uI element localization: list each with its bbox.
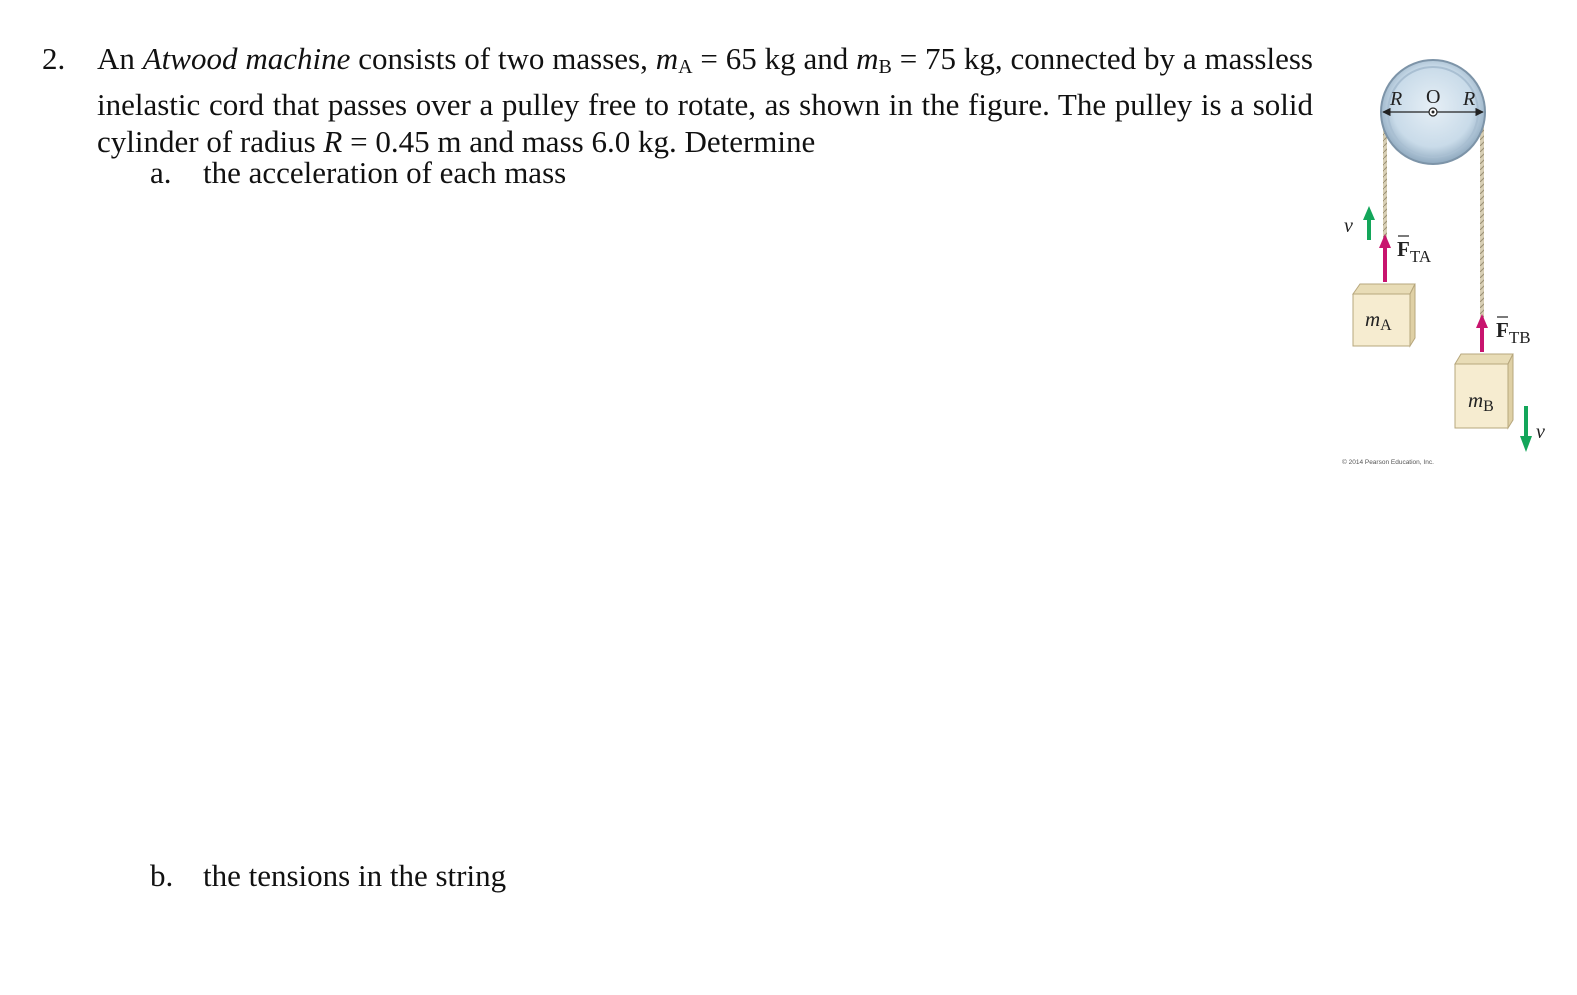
tension-a-label: $F_{TA}$	[1397, 237, 1432, 266]
box-a-top	[1353, 284, 1415, 294]
velocity-b-arrowhead	[1520, 436, 1532, 452]
velocity-a-arrowhead	[1363, 206, 1375, 220]
mass-b-value: = 75 kg, connected by a massless inelastic cord that passes over a pulley free to rotate, as shown in the figure. The pulley is a solid cylinder of radius	[97, 41, 1313, 159]
term-atwood-machine: Atwood machine	[142, 41, 351, 76]
box-a-side	[1410, 284, 1415, 346]
velocity-a-label: v	[1344, 215, 1353, 237]
tension-b-label: $F_{TB}$	[1496, 318, 1531, 347]
axle-center	[1432, 111, 1435, 114]
part-b-text: the tensions in the string	[203, 858, 507, 893]
part-b-label: b.	[150, 858, 174, 893]
part-a-text: the acceleration of each mass	[203, 155, 567, 190]
mass-b-symbol: m	[856, 41, 879, 76]
radius-label-left: R	[1390, 88, 1403, 110]
radius-symbol: R	[323, 124, 343, 159]
stem-text-1: An	[97, 41, 143, 76]
copyright-credit: © 2014 Pearson Education, Inc.	[1342, 459, 1434, 466]
problem-statement	[97, 40, 1313, 160]
radius-label-right: R	[1463, 88, 1476, 110]
mass-a-symbol: m	[655, 41, 679, 76]
center-label-o: O	[1426, 86, 1441, 108]
velocity-b-label: v	[1536, 421, 1545, 443]
stem-text-2: consists of two masses,	[350, 41, 656, 76]
part-a-label: a.	[150, 155, 172, 190]
atwood-diagram	[1330, 50, 1570, 470]
problem-number: 2.	[42, 41, 66, 76]
mass-b-subscript: B	[878, 56, 892, 78]
atwood-machine-figure	[1330, 50, 1570, 470]
tension-a-arrowhead	[1379, 234, 1391, 248]
mass-a-value: = 65 kg and	[692, 41, 857, 76]
mass-a-subscript: A	[678, 56, 693, 78]
mass-b-label: mB	[1468, 388, 1494, 415]
stem-text-rest: = 0.45 m and mass 6.0 kg. Determine	[342, 124, 816, 159]
tension-b-arrowhead	[1476, 314, 1488, 328]
box-b-side	[1508, 354, 1513, 428]
mass-a-label: mA	[1365, 307, 1392, 334]
box-b-top	[1455, 354, 1513, 364]
